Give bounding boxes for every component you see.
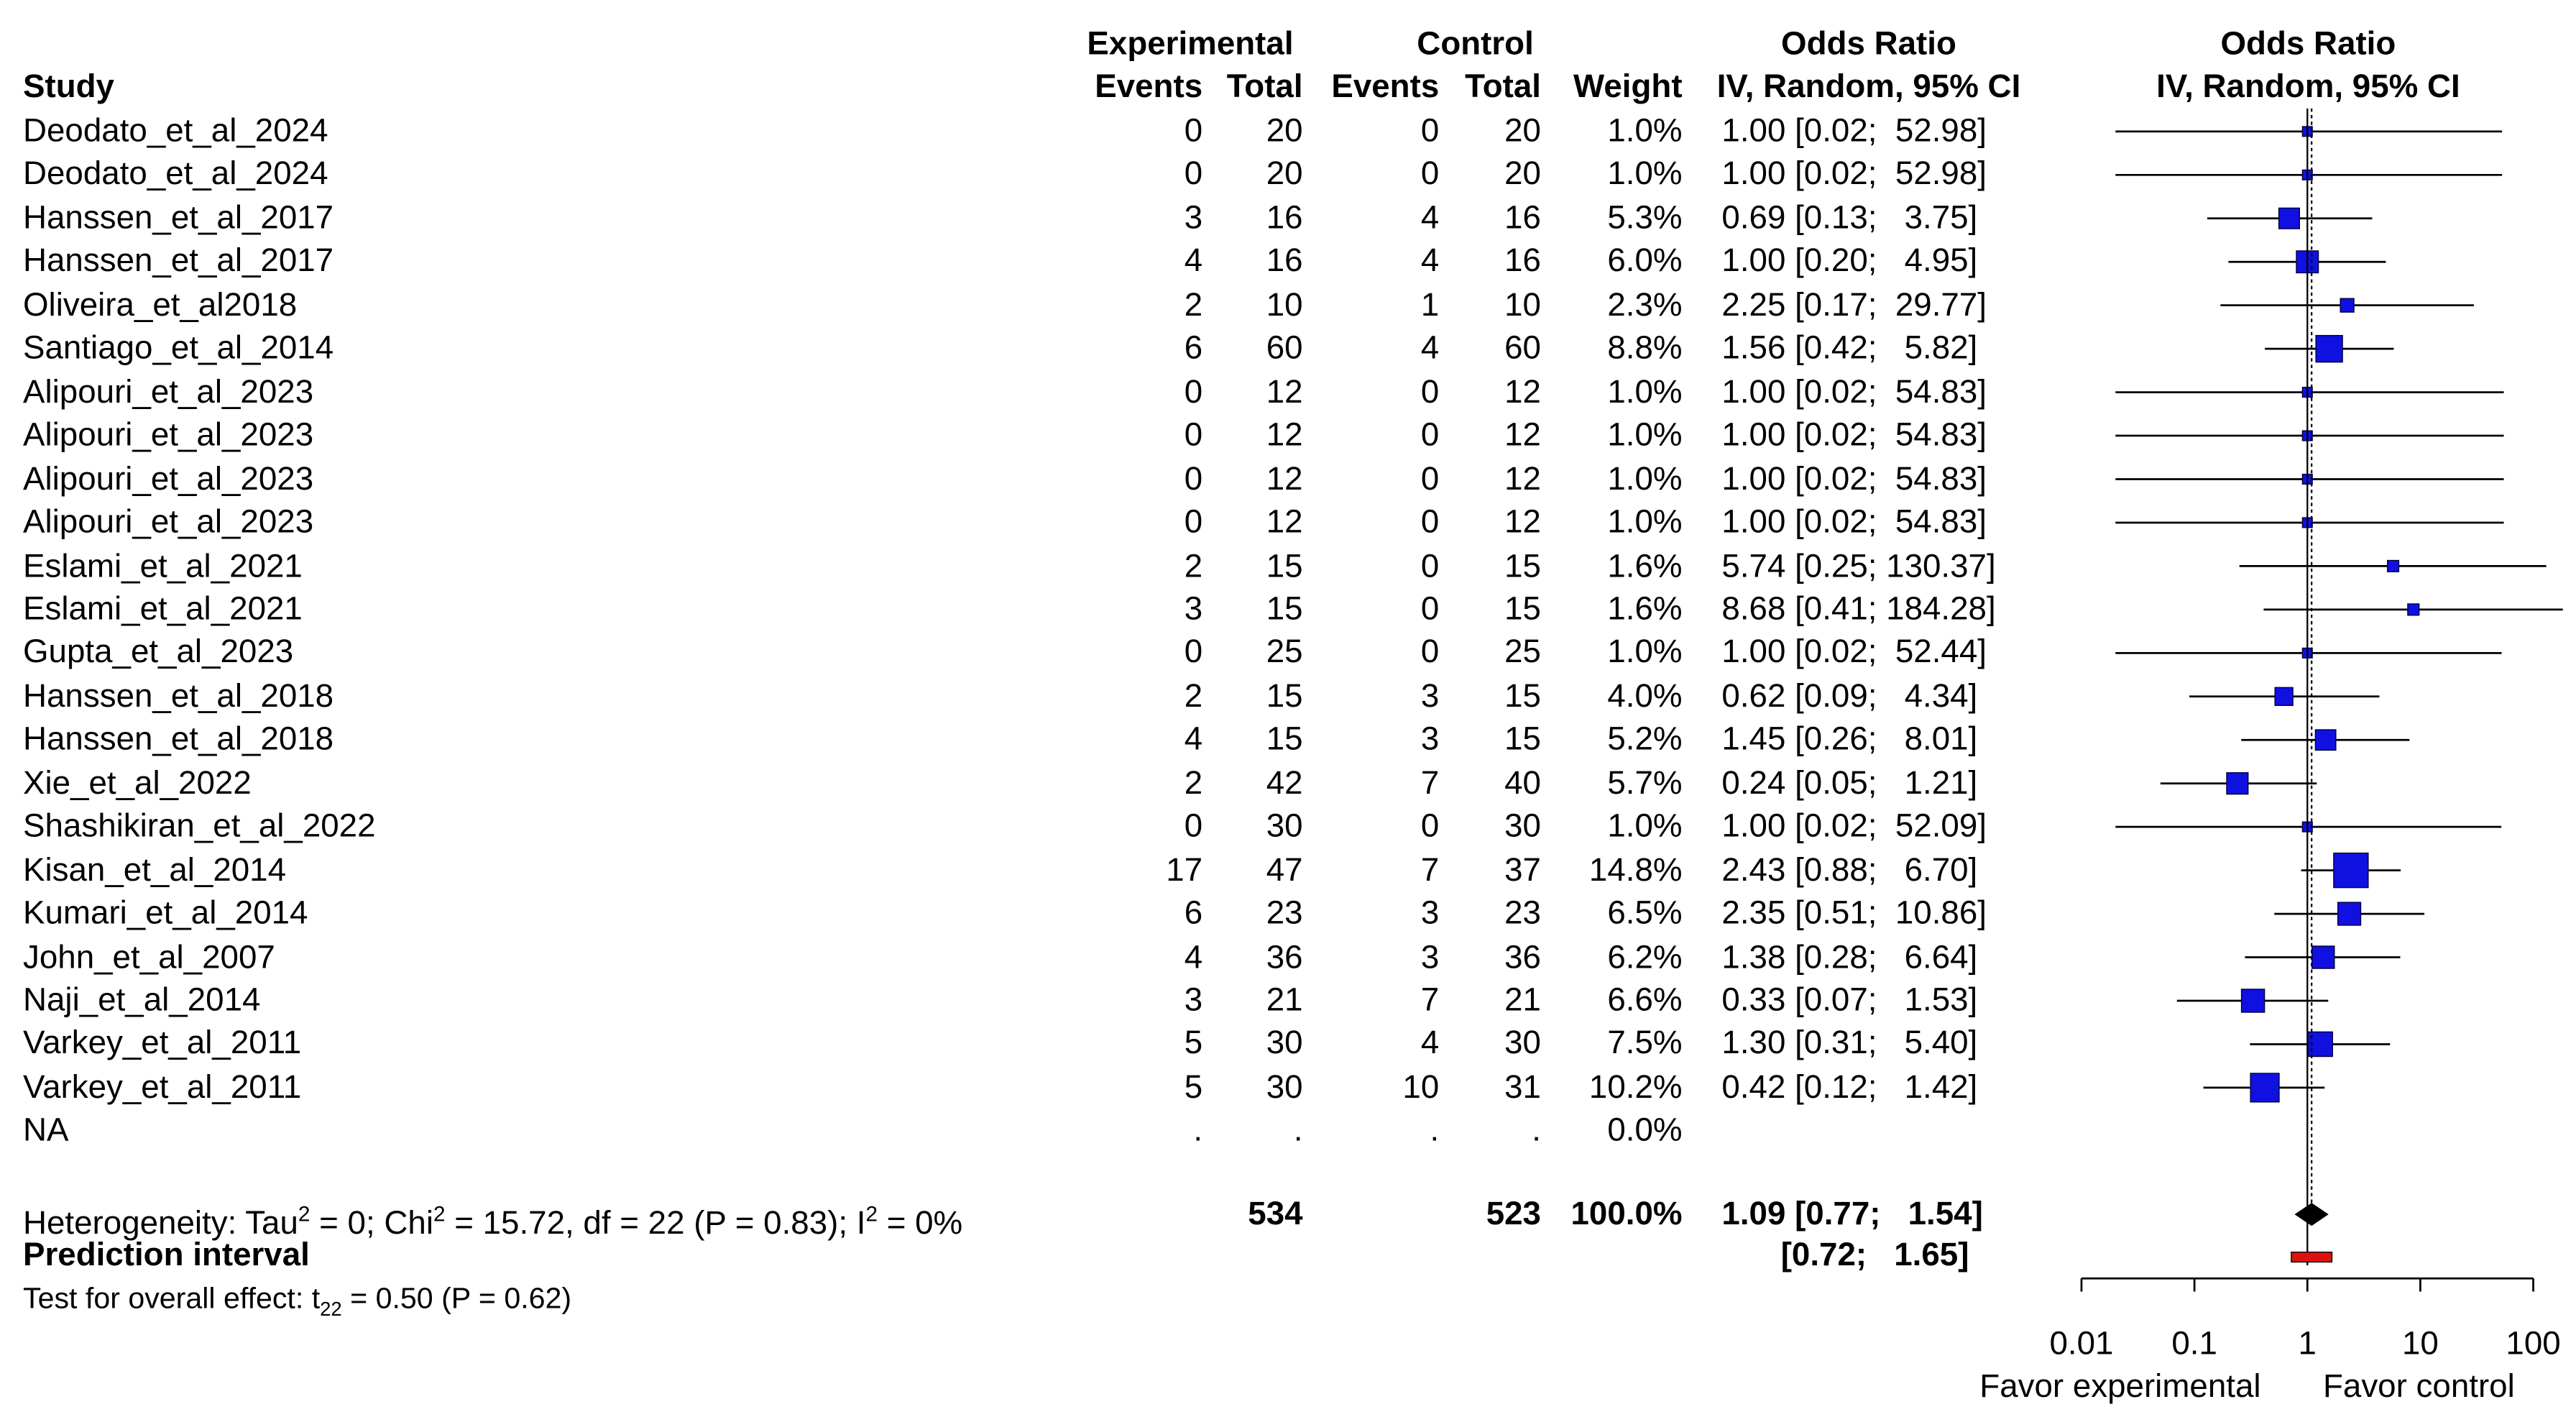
study-or-ci: 0.42 [0.12; 1.42] — [1721, 1069, 1978, 1106]
study-name: Hanssen_et_al_2017 — [22, 200, 334, 237]
study-name: John_et_al_2007 — [22, 939, 275, 976]
experimental-total: 16 — [1266, 244, 1303, 280]
experimental-events: 2 — [1184, 765, 1203, 802]
experimental-events: 0 — [1184, 417, 1203, 454]
effect-square — [2312, 946, 2334, 968]
control-total: 20 — [1504, 157, 1541, 193]
study-or-ci: 1.00 [0.02; 52.98] — [1721, 113, 1987, 150]
study-or-ci: 2.43 [0.88; 6.70] — [1721, 852, 1978, 889]
control-total: 15 — [1504, 548, 1541, 584]
control-total: 15 — [1504, 591, 1541, 628]
study-weight: 1.0% — [1607, 808, 1683, 845]
experimental-events: . — [1193, 1113, 1203, 1150]
effect-square — [2334, 853, 2368, 888]
experimental-events: 0 — [1184, 808, 1203, 845]
study-weight: 1.0% — [1607, 417, 1683, 454]
control-events: 0 — [1420, 548, 1440, 584]
pooled-ci: 1.09 [0.77; 1.54] — [1721, 1196, 1983, 1233]
study-name: Kumari_et_al_2014 — [22, 895, 308, 932]
experimental-total: 15 — [1266, 722, 1303, 758]
control-events: 0 — [1420, 113, 1440, 150]
overall-effect-text: Test for overall effect: $t_{22} = 0.50$ (P = 0.62) — [22, 1281, 572, 1321]
study-weight: 8.8% — [1607, 330, 1683, 367]
experimental-events: 3 — [1184, 200, 1203, 237]
effect-square — [2227, 773, 2248, 794]
study-name: Varkey_et_al_2011 — [22, 1069, 302, 1106]
experimental-total: 12 — [1266, 504, 1303, 541]
experimental-total: 10 — [1266, 287, 1303, 324]
study-name: Shashikiran_et_al_2022 — [22, 808, 376, 845]
experimental-events: 4 — [1184, 939, 1203, 976]
header-or-title: Odds Ratio — [1781, 26, 1956, 63]
study-name: Naji_et_al_2014 — [22, 982, 261, 1019]
study-weight: 2.3% — [1607, 287, 1683, 324]
study-name: Eslami_et_al_2021 — [22, 548, 303, 584]
experimental-events: 3 — [1184, 982, 1203, 1019]
effect-square — [2315, 730, 2335, 750]
study-weight: 7.5% — [1607, 1026, 1683, 1063]
study-weight: 6.6% — [1607, 982, 1683, 1019]
control-total: 12 — [1504, 461, 1541, 497]
effect-square — [2279, 208, 2300, 229]
experimental-events: 6 — [1184, 895, 1203, 932]
effect-square — [2388, 561, 2399, 572]
study-weight: 6.0% — [1607, 244, 1683, 280]
experimental-events: 5 — [1184, 1069, 1203, 1106]
control-events: 4 — [1420, 200, 1440, 237]
experimental-events: 6 — [1184, 330, 1203, 367]
axis-label-favor-control: Favor control — [2322, 1368, 2515, 1405]
header-experimental: Experimental — [1087, 26, 1294, 63]
experimental-total: 15 — [1266, 548, 1303, 584]
pooled-c-total: 523 — [1486, 1196, 1541, 1233]
control-total: 36 — [1504, 939, 1541, 976]
control-total: 20 — [1504, 113, 1541, 150]
control-events: 1 — [1420, 287, 1440, 324]
control-events: 3 — [1420, 895, 1440, 932]
header-e-events: Events — [1095, 68, 1203, 106]
experimental-events: 0 — [1184, 504, 1203, 541]
study-weight: 5.3% — [1607, 200, 1683, 237]
study-name: Santiago_et_al_2014 — [22, 330, 334, 367]
x-axis-tick-label: 0.1 — [2171, 1326, 2217, 1362]
experimental-total: 42 — [1266, 765, 1303, 802]
experimental-events: 0 — [1184, 374, 1203, 411]
study-or-ci: 5.74 [0.25; 130.37] — [1721, 548, 1996, 584]
control-total: 37 — [1504, 852, 1541, 889]
experimental-events: 2 — [1184, 678, 1203, 715]
control-total: 15 — [1504, 722, 1541, 758]
control-total: 23 — [1504, 895, 1541, 932]
header-or-method: IV, Random, 95% CI — [1716, 68, 2021, 106]
study-name: Deodato_et_al_2024 — [22, 113, 328, 150]
effect-square — [2340, 298, 2354, 312]
control-total: 16 — [1504, 200, 1541, 237]
pooled-weight: 100.0% — [1570, 1196, 1683, 1233]
experimental-events: 5 — [1184, 1026, 1203, 1063]
control-total: . — [1532, 1113, 1541, 1150]
study-name: Eslami_et_al_2021 — [22, 591, 303, 628]
experimental-events: 17 — [1166, 852, 1203, 889]
study-or-ci: 1.38 [0.28; 6.64] — [1721, 939, 1978, 976]
control-events: 7 — [1420, 852, 1440, 889]
prediction-label: Prediction interval — [22, 1237, 310, 1274]
study-name: Gupta_et_al_2023 — [22, 635, 294, 671]
effect-square — [2338, 902, 2361, 925]
study-weight: 6.2% — [1607, 939, 1683, 976]
experimental-events: 0 — [1184, 157, 1203, 193]
study-weight: 5.2% — [1607, 722, 1683, 758]
control-total: 16 — [1504, 244, 1541, 280]
experimental-events: 0 — [1184, 113, 1203, 150]
control-events: 4 — [1420, 330, 1440, 367]
x-axis-tick-label: 0.01 — [2049, 1326, 2114, 1362]
study-name: NA — [22, 1113, 69, 1150]
header-or-title-plot: Odds Ratio — [2220, 26, 2396, 63]
control-events: . — [1430, 1113, 1440, 1150]
control-total: 12 — [1504, 504, 1541, 541]
study-weight: 1.0% — [1607, 504, 1683, 541]
control-events: 0 — [1420, 635, 1440, 671]
x-axis-tick-label: 100 — [2506, 1326, 2561, 1362]
control-events: 4 — [1420, 244, 1440, 280]
header-c-total: Total — [1465, 68, 1541, 106]
study-or-ci: 1.00 [0.02; 54.83] — [1721, 417, 1987, 454]
header-weight: Weight — [1573, 68, 1683, 106]
control-total: 21 — [1504, 982, 1541, 1019]
study-weight: 1.0% — [1607, 374, 1683, 411]
study-name: Alipouri_et_al_2023 — [22, 374, 314, 411]
study-weight: 1.0% — [1607, 113, 1683, 150]
study-weight: 10.2% — [1588, 1069, 1683, 1106]
control-events: 0 — [1420, 374, 1440, 411]
study-weight: 4.0% — [1607, 678, 1683, 715]
header-e-total: Total — [1226, 68, 1303, 106]
experimental-total: 12 — [1266, 374, 1303, 411]
study-or-ci: 1.00 [0.02; 52.98] — [1721, 157, 1987, 193]
pooled-diamond — [2294, 1203, 2328, 1226]
study-name: Kisan_et_al_2014 — [22, 852, 287, 889]
control-events: 10 — [1402, 1069, 1440, 1106]
study-or-ci: 2.35 [0.51; 10.86] — [1721, 895, 1987, 932]
heterogeneity-text: Heterogeneity: Tau$^2$ = 0; Chi$^2$ = 15.72, df = 22 (P = 0.83); $I^2 = 0\%$ — [22, 1201, 963, 1242]
pooled-e-total: 534 — [1248, 1196, 1303, 1233]
x-axis-tick-label: 10 — [2401, 1326, 2439, 1362]
control-events: 0 — [1420, 504, 1440, 541]
study-or-ci: 1.00 [0.02; 52.09] — [1721, 808, 1987, 845]
study-or-ci: 1.00 [0.02; 54.83] — [1721, 504, 1987, 541]
control-events: 7 — [1420, 982, 1440, 1019]
study-or-ci: 8.68 [0.41; 184.28] — [1721, 591, 1996, 628]
study-weight: 1.6% — [1607, 548, 1683, 584]
control-total: 31 — [1504, 1069, 1541, 1106]
control-total: 60 — [1504, 330, 1541, 367]
study-or-ci: 1.00 [0.02; 52.44] — [1721, 635, 1987, 671]
experimental-total: 30 — [1266, 1069, 1303, 1106]
experimental-total: 36 — [1266, 939, 1303, 976]
study-name: Alipouri_et_al_2023 — [22, 504, 314, 541]
study-name: Alipouri_et_al_2023 — [22, 461, 314, 497]
study-or-ci: 1.00 [0.20; 4.95] — [1721, 244, 1978, 280]
control-total: 10 — [1504, 287, 1541, 324]
experimental-total: 30 — [1266, 808, 1303, 845]
experimental-total: 30 — [1266, 1026, 1303, 1063]
experimental-events: 4 — [1184, 722, 1203, 758]
experimental-events: 0 — [1184, 461, 1203, 497]
study-or-ci: 0.62 [0.09; 4.34] — [1721, 678, 1978, 715]
control-events: 0 — [1420, 808, 1440, 845]
experimental-total: 47 — [1266, 852, 1303, 889]
control-total: 30 — [1504, 808, 1541, 845]
study-name: Alipouri_et_al_2023 — [22, 417, 314, 454]
effect-square — [2275, 687, 2293, 705]
study-weight: 5.7% — [1607, 765, 1683, 802]
study-weight: 1.0% — [1607, 461, 1683, 497]
control-total: 40 — [1504, 765, 1541, 802]
header-or-method-plot: IV, Random, 95% CI — [2156, 68, 2460, 106]
experimental-total: 20 — [1266, 113, 1303, 150]
effect-square — [2250, 1073, 2279, 1102]
control-events: 3 — [1420, 678, 1440, 715]
experimental-total: 15 — [1266, 678, 1303, 715]
experimental-total: 12 — [1266, 417, 1303, 454]
experimental-events: 3 — [1184, 591, 1203, 628]
experimental-events: 4 — [1184, 244, 1203, 280]
study-or-ci: 1.30 [0.31; 5.40] — [1721, 1026, 1978, 1063]
experimental-total: 60 — [1266, 330, 1303, 367]
effect-square — [2242, 989, 2265, 1012]
study-or-ci: 1.00 [0.02; 54.83] — [1721, 461, 1987, 497]
effect-square — [2408, 604, 2419, 615]
study-or-ci: 1.56 [0.42; 5.82] — [1721, 330, 1978, 367]
header-study: Study — [22, 68, 114, 106]
experimental-events: 0 — [1184, 635, 1203, 671]
study-or-ci: 0.33 [0.07; 1.53] — [1721, 982, 1978, 1019]
experimental-total: 23 — [1266, 895, 1303, 932]
experimental-total: 20 — [1266, 157, 1303, 193]
study-weight: 6.5% — [1607, 895, 1683, 932]
effect-square — [2316, 336, 2342, 362]
study-name: Hanssen_et_al_2017 — [22, 244, 334, 280]
experimental-total: 25 — [1266, 635, 1303, 671]
control-events: 0 — [1420, 461, 1440, 497]
study-name: Xie_et_al_2022 — [22, 765, 252, 802]
control-total: 12 — [1504, 417, 1541, 454]
x-axis-tick-label: 1 — [2298, 1326, 2317, 1362]
header-control: Control — [1417, 26, 1534, 63]
control-events: 7 — [1420, 765, 1440, 802]
experimental-events: 2 — [1184, 287, 1203, 324]
experimental-total: 12 — [1266, 461, 1303, 497]
control-total: 25 — [1504, 635, 1541, 671]
study-or-ci: 0.69 [0.13; 3.75] — [1721, 200, 1978, 237]
study-name: Hanssen_et_al_2018 — [22, 722, 334, 758]
study-name: Hanssen_et_al_2018 — [22, 678, 334, 715]
control-events: 3 — [1420, 939, 1440, 976]
control-events: 3 — [1420, 722, 1440, 758]
study-name: Deodato_et_al_2024 — [22, 157, 328, 193]
study-weight: 1.0% — [1607, 635, 1683, 671]
experimental-total: 15 — [1266, 591, 1303, 628]
control-total: 12 — [1504, 374, 1541, 411]
control-events: 0 — [1420, 417, 1440, 454]
study-or-ci: 0.24 [0.05; 1.21] — [1721, 765, 1978, 802]
experimental-total: 21 — [1266, 982, 1303, 1019]
control-events: 4 — [1420, 1026, 1440, 1063]
experimental-total: . — [1293, 1113, 1303, 1150]
study-weight: 14.8% — [1588, 852, 1683, 889]
study-weight: 0.0% — [1607, 1113, 1683, 1150]
study-name: Oliveira_et_al2018 — [22, 287, 298, 324]
control-total: 30 — [1504, 1026, 1541, 1063]
control-total: 15 — [1504, 678, 1541, 715]
study-or-ci: 2.25 [0.17; 29.77] — [1721, 287, 1987, 324]
study-weight: 1.6% — [1607, 591, 1683, 628]
control-events: 0 — [1420, 591, 1440, 628]
prediction-ci: [0.72; 1.65] — [1780, 1237, 1969, 1274]
study-or-ci: 1.00 [0.02; 54.83] — [1721, 374, 1987, 411]
experimental-events: 2 — [1184, 548, 1203, 584]
axis-label-favor-experimental: Favor experimental — [1979, 1368, 2261, 1405]
study-weight: 1.0% — [1607, 157, 1683, 193]
study-or-ci: 1.45 [0.26; 8.01] — [1721, 722, 1978, 758]
header-c-events: Events — [1331, 68, 1440, 106]
experimental-total: 16 — [1266, 200, 1303, 237]
study-name: Varkey_et_al_2011 — [22, 1026, 302, 1063]
prediction-interval-bar — [2291, 1252, 2332, 1262]
control-events: 0 — [1420, 157, 1440, 193]
